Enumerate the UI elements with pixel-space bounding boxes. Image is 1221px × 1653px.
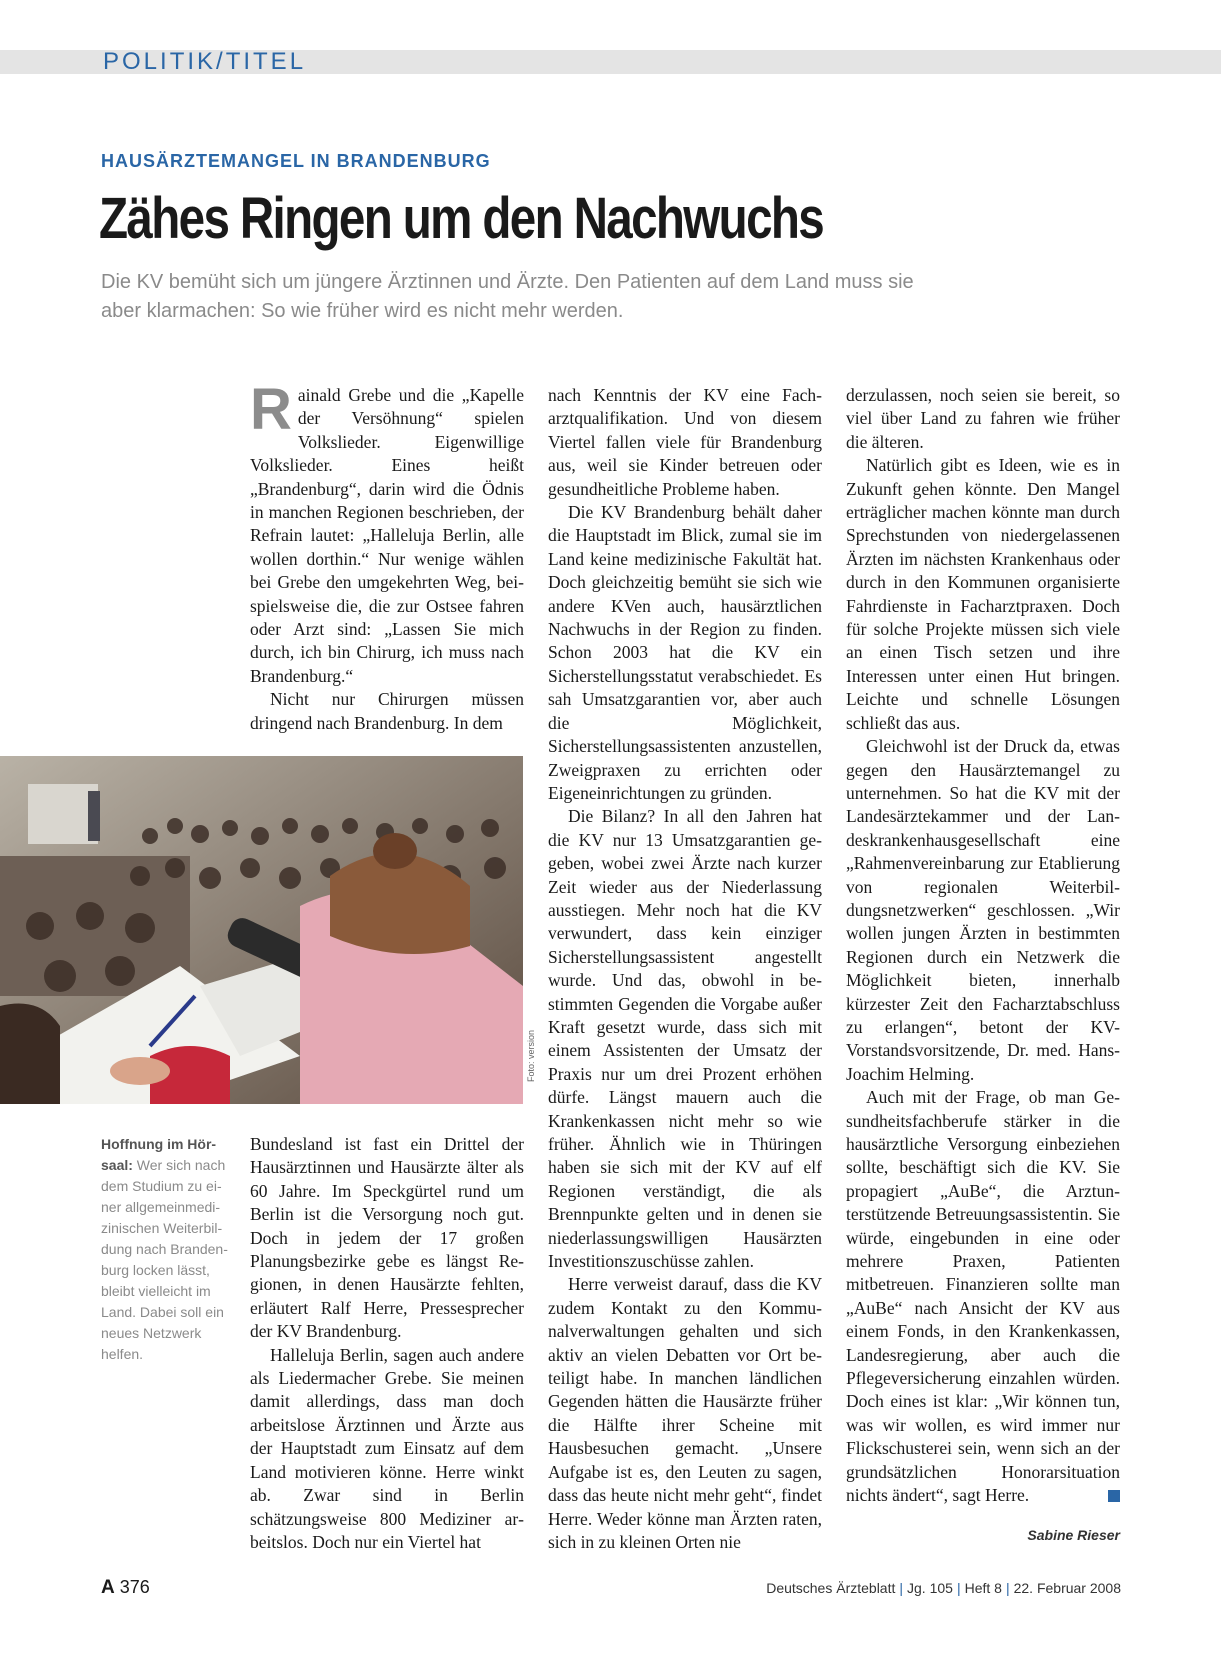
separator: | [1005,1580,1010,1596]
paragraph-text: ainald Grebe und die „Kapelle der Versöhnung“ spielen Volkslieder. Eigenwillige Volkslieder. Eines heißt „Brandenburg“, darin wird die Ödnis in manchen Regionen beschrieben, der Refrain lautet: „Halleluja Berlin, alle wollen dorthin.“ Nur wenige wählen bei Grebe den umgekehrten Weg, beispielsweise die, die zur Ostsee fahren oder Arzt sind: „Lassen Sie mich durch, ich bin Chirurg, ich muss nach Brandenburg.“ [250,385,524,686]
lecture-hall-illustration [0,756,523,1104]
paragraph-text: Auch mit der Frage, ob man Gesundheitsfachberufe stärker in die hausärztliche Versorgung einbeziehen sollte, beschäftigt sich die KV. Sie propagiert „AuBe“, die Arztunterstützende Betreuungsassistentin. Sie würde, eingebunden in eine oder mehrere Praxen, Patienten mitbetreuen. Finanzieren sollte man „AuBe“ nach Ansicht der KV aus einem Fonds, in den Krankenkassen, Landesregierung, aber auch die Pflegeversicherung einzahlen würden. Doch eines ist klar: „Wir können tun, was wir wollen, es wird immer nur Flickschusterei sein, wenn sich an der grundsätzlichen Honorarsituation nichts ändert“, sagt Herre. [846,1087,1120,1506]
page-number-value: 376 [119,1577,150,1597]
footer-info [766,1580,1121,1596]
publication-name: Deutsches Ärzteblatt [766,1580,896,1596]
photo-caption [101,1134,229,1365]
separator: | [899,1580,904,1596]
paragraph: derzulassen, noch seien sie bereit, so viel über Land zu fahren wie früher die älteren. [846,385,1120,452]
end-mark-icon [1108,1490,1120,1502]
body-column-1-bottom [250,1133,524,1554]
paragraph: Die KV Brandenburg behält daher die Hauptstadt im Blick, zumal sie im Land keine medizinische Fakultät hat. Doch gleichzeitig bemüht sie sich wie andere KVen auch, hausärztlichen Nachwuchs in der Region zu finden. Schon 2003 hat die KV ein Sicherstellungsstatut verabschiedet. Es sah Umsatzgarantien vor, aber auch die Möglichkeit, Sicherstellungsassistenten anzustellen, Zweigpraxen zu errichten oder Eigeneinrichtungen zu gründen. [548,502,822,803]
author-byline: Sabine Rieser [1027,1527,1120,1543]
paragraph: Die Bilanz? In all den Jahren hat die KV nur 13 Umsatzgarantien gegeben, wobei zwei Ärzte nach kurzer Zeit wieder aus der Niederlassung ausstiegen. Mehr noch hat die KV verwundert, dass kein einziger Sicherstellungsassistent angestellt wurde. Und das, obwohl in bestimmten Gegenden die Vorgabe außer Kraft gesetzt wurde, dass sich mit einem Assistenten der Umsatz der Praxis nur um drei Prozent erhöhen dürfe. Längst mauern auch die Krankenkassen nicht mehr so wie früher. Ähnlich wie in Thüringen haben sie sich mit der KV auf elf Regionen verständigt, die als Brennpunkte gelten und in denen sie niederlassungswilligen Hausärzten Investitionszuschüsse zahlen. [548,806,822,1272]
drop-cap: R [250,377,292,442]
page-prefix: A [101,1577,115,1598]
issue-date: 22. Februar 2008 [1013,1580,1121,1596]
separator: | [956,1580,961,1596]
paragraph [250,377,524,688]
issue: Heft 8 [964,1580,1002,1596]
paragraph: Nicht nur Chirurgen müssen dringend nach Brandenburg. In dem [250,689,524,733]
paragraph: Bundesland ist fast ein Drittel der Hausärztinnen und Hausärzte älter als 60 Jahre. Im Speckgürtel rund um Berlin ist die Versorgung noch gut. Doch in jedem der 17 großen Planungsbezirke gebe es längst Regionen, in denen Hausärzte fehlten, erläutert Ralf Herre, Pressesprecher der KV Brandenburg. [250,1134,524,1342]
caption-text: Wer sich nach dem Studium zu einer allgemeinmedizinischen Weiterbildung nach Brandenburg locken lässt, bleibt vielleicht im Land. Dabei soll ein neues Netzwerk helfen. [101,1157,228,1362]
body-column-3 [846,384,1120,1508]
paragraph: Natürlich gibt es Ideen, wie es in Zukunft gehen könnte. Den Mangel erträglicher machen könnte man durch Sprechstunden von niedergelassenen Ärzten im nächsten Krankenhaus oder durch in den Kommunen organisierte Fahrdienste in Facharztpraxen. Doch für solche Projekte müssen sich viele an einen Tisch setzen und ihre Interessen unter einen Hut bringen. Leichte und schnelle Lösungen schließt das aus. [846,455,1120,733]
lecture-hall-photo [0,756,523,1104]
article-headline: Zähes Ringen um den Nachwuchs [99,186,824,251]
article-kicker: HAUSÄRZTEMANGEL IN BRANDENBURG [101,151,491,171]
page-number [101,1577,150,1599]
volume: Jg. 105 [907,1580,953,1596]
paragraph: nach Kenntnis der KV eine Facharztqualifikation. Und von diesem Viertel fallen viele für Brandenburg aus, weil sie Kinder betreuen oder gesundheitliche Probleme haben. [548,385,822,499]
paragraph: Gleichwohl ist der Druck da, etwas gegen den Hausärztemangel zu unternehmen. So hat die KV mit der Landesärztekammer und der Landeskrankenhausgesellschaft eine „Rahmenvereinbarung zur Etablierung von regionalen Weiterbildungsnetzwerken“ geschlossen. „Wir wollen jungen Ärzten in bestimmten Regionen durch ein Netzwerk die Möglichkeit bieten, innerhalb kürzester Zeit den Facharztabschluss zu erlangen“, betont der KV-Vorstandsvorsitzende, Dr. med. Hans-Joachim Helming. [846,736,1120,1084]
body-column-1-top [250,377,524,735]
paragraph: Halleluja Berlin, sagen auch andere als Liedermacher Grebe. Sie meinen damit allerdings, dass man doch arbeitslose Ärztinnen und Ärzte aus der Hauptstadt zum Einsatz auf dem Land motivieren könne. Herre winkt ab. Zwar sind in Berlin schätzungsweise 800 Mediziner arbeitslos. Doch nur ein Viertel hat [250,1344,524,1552]
caption-lead: Hoffnung im Hörsaal: [101,1136,217,1173]
body-column-2 [548,384,822,1554]
photo-credit: Foto: version [526,1029,536,1082]
section-label: POLITIK/TITEL [103,48,307,75]
paragraph [846,1086,1120,1507]
paragraph: Herre verweist darauf, dass die KV zudem Kontakt zu den Kommunalverwaltungen gehalten und sich aktiv an vielen Debatten vor Ort beteiligt habe. In manchen ländlichen Gegenden hätten die Hausärzte früher die Hälfte ihrer Scheine mit Hausbesuchen gemacht. „Unsere Aufgabe ist es, den Leuten zu sagen, dass das heute nicht mehr geht“, findet Herre. Weder könne man Ärzten raten, sich in zu kleinen Orten nie [548,1274,822,1552]
article-dek: Die KV bemüht sich um jüngere Ärztinnen und Ärzte. Den Patienten auf dem Land muss sie aber klarmachen: So wie früher wird es nicht mehr werden. [101,271,914,322]
